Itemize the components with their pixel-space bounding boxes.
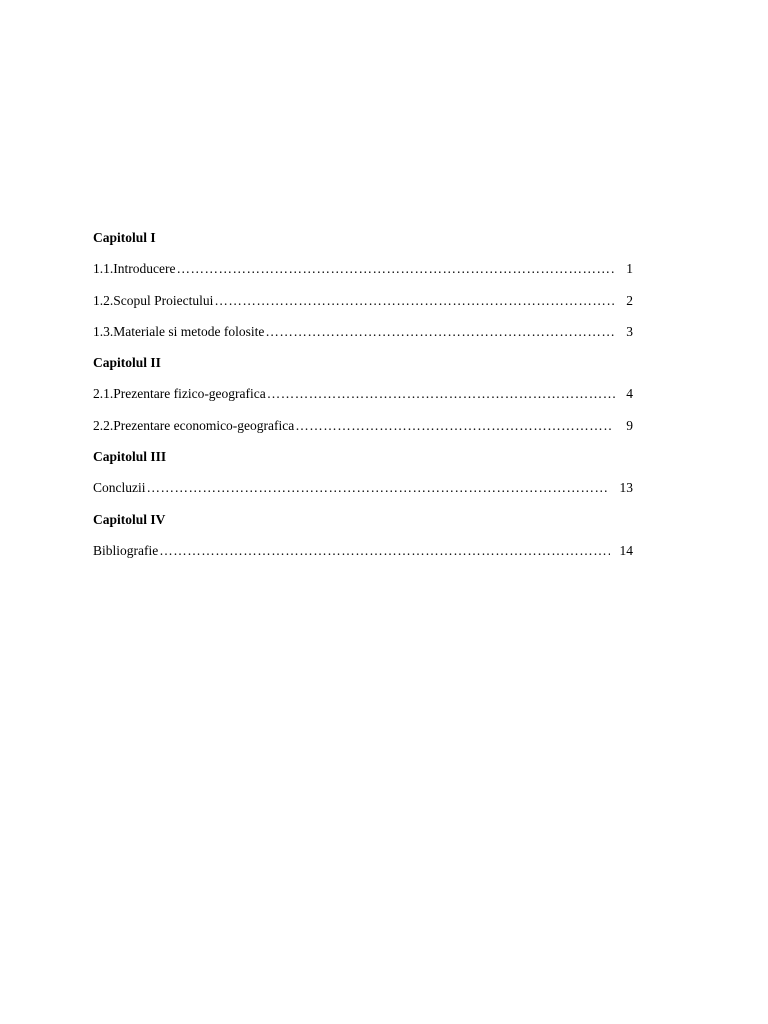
dot-leader <box>158 540 609 562</box>
toc-entry-page-number: 9 <box>626 417 633 433</box>
toc-entry-label: Bibliografie <box>93 542 159 558</box>
chapter-heading-4: Capitolul IV <box>93 511 166 527</box>
toc-entry-materiale-si-metode[interactable] <box>93 321 633 352</box>
toc-entry-bibliografie[interactable] <box>93 540 633 571</box>
toc-entry-page-number: 3 <box>626 323 633 339</box>
toc-entry-concluzii[interactable] <box>93 477 633 508</box>
toc-entry-page-number: 1 <box>626 261 633 277</box>
toc-entry-label: 1.1.Introducere <box>93 261 176 277</box>
toc-entry-prezentare-economico-geografica[interactable] <box>93 415 633 446</box>
dot-leader <box>146 477 610 499</box>
toc-entry-label: 1.2.Scopul Proiectului <box>93 292 214 308</box>
chapter-heading-1: Capitolul I <box>93 230 156 245</box>
table-of-contents <box>93 227 633 571</box>
toc-entry-label: 1.3.Materiale si metode folosite <box>93 323 265 339</box>
dot-leader <box>213 290 616 312</box>
dot-leader <box>175 258 614 280</box>
toc-entry-label: 2.2.Prezentare economico-geografica <box>93 417 295 433</box>
toc-entry-introducere[interactable] <box>93 258 633 289</box>
chapter-heading-2: Capitolul II <box>93 355 161 371</box>
toc-entry-scopul-proiectului[interactable] <box>93 290 633 321</box>
chapter-heading-3: Capitolul III <box>93 449 167 465</box>
toc-entry-page-number: 2 <box>626 292 633 308</box>
toc-entry-page-number: 14 <box>619 542 633 558</box>
dot-leader <box>264 321 614 343</box>
toc-entry-prezentare-fizico-geografica[interactable] <box>93 383 633 414</box>
toc-entry-page-number: 4 <box>626 386 633 402</box>
dot-leader <box>294 415 612 437</box>
toc-entry-label: 2.1.Prezentare fizico-geografica <box>93 386 266 402</box>
dot-leader <box>266 383 616 405</box>
toc-entry-page-number: 13 <box>619 480 633 496</box>
toc-entry-label: Concluzii <box>93 480 146 496</box>
